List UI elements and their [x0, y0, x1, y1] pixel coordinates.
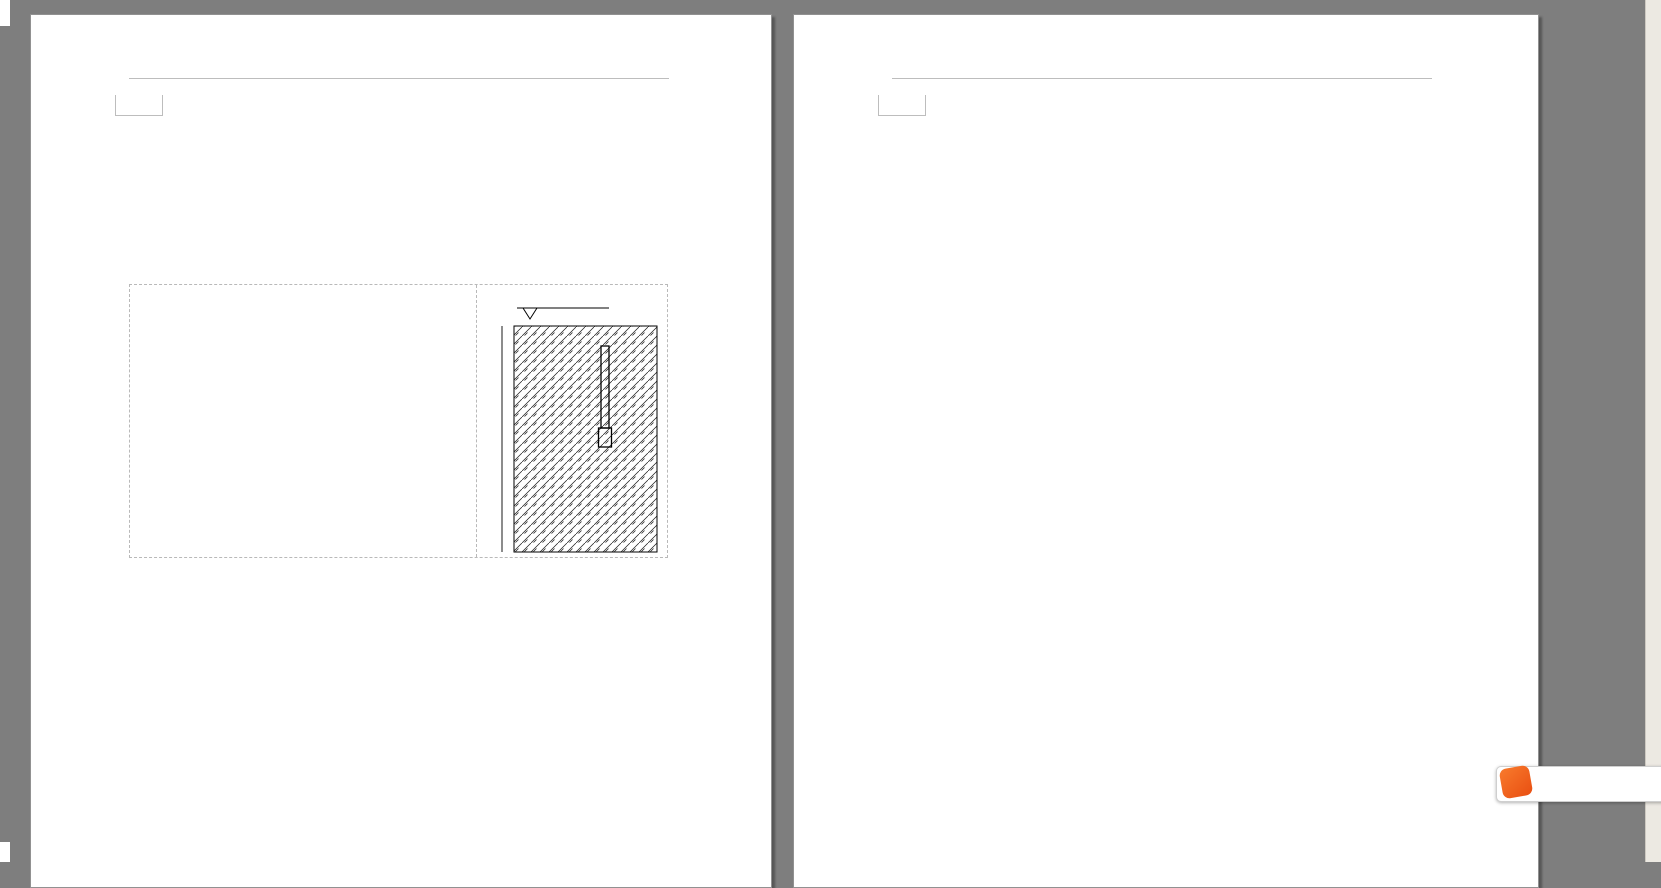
pile-diagram-cell [477, 285, 667, 557]
elevation-marker-icon [523, 308, 537, 319]
pile-info-cell [130, 285, 477, 557]
page-2 [793, 14, 1539, 888]
pile-info-box [129, 284, 668, 558]
sogou-logo-icon[interactable] [1499, 765, 1534, 800]
header-margin-box [878, 95, 926, 116]
header-margin-box [115, 95, 163, 116]
scrollbar-track[interactable] [1645, 0, 1661, 862]
window-corner-bottom-left [0, 842, 10, 862]
window-corner-top-left [0, 0, 10, 26]
soil-pile-diagram [477, 291, 667, 553]
page-header [129, 73, 669, 79]
page-1 [30, 14, 772, 888]
ime-toolbar[interactable] [1496, 766, 1661, 802]
page-header [892, 73, 1432, 79]
soil-hatch-area [514, 326, 657, 552]
